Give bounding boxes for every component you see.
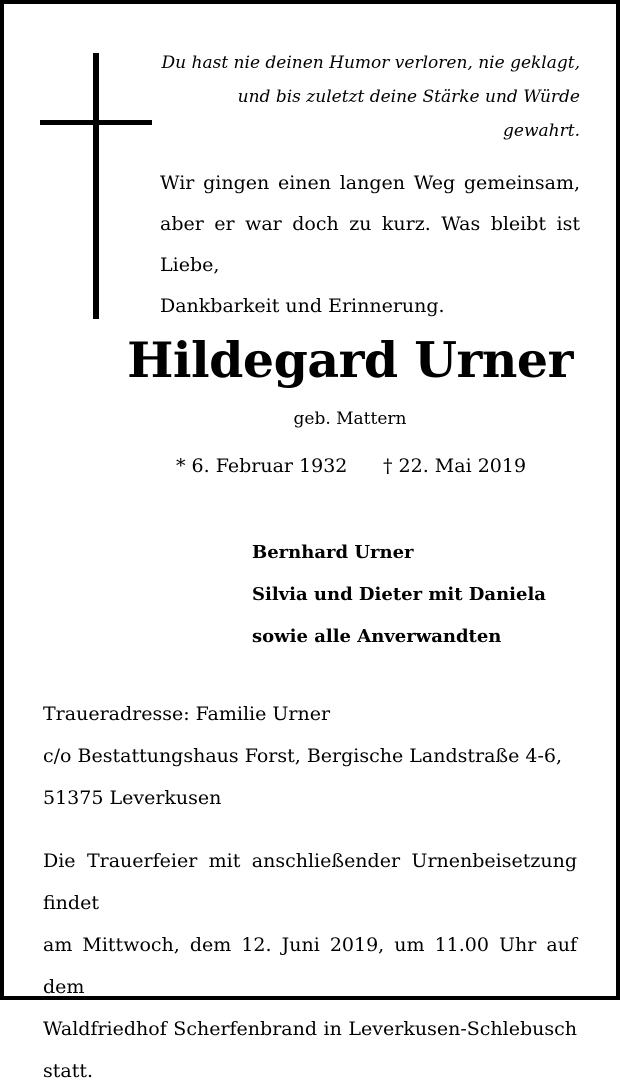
service-line: Waldfriedhof Scherfenbrand in Leverkusen-Schlebusch statt. — [43, 1018, 577, 1082]
address-line: c/o Bestattungshaus Forst, Bergische Landstraße 4-6, — [43, 745, 563, 767]
verse-line: Dankbarkeit und Erinnerung. — [160, 295, 445, 317]
quote-line: Du hast nie deinen Humor verloren, nie geklagt, — [161, 53, 580, 73]
deceased-name: Hildegard Urner — [127, 331, 573, 389]
mourner-line: sowie alle Anverwandten — [252, 626, 502, 647]
quote-line: und bis zuletzt deine Stärke und Würde gewahrt. — [237, 87, 580, 141]
cross-horizontal-bar — [40, 120, 152, 125]
service-line: Die Trauerfeier mit anschließender Urnenbeisetzung findet — [43, 850, 577, 914]
memorial-quote — [160, 46, 580, 148]
birth-name: geb. Mattern — [293, 409, 407, 429]
funeral-service-info — [43, 840, 577, 1092]
mourner-line: Bernhard Urner — [252, 542, 414, 563]
condolence-address — [43, 693, 562, 819]
birth-date: * 6. Februar 1932 — [176, 455, 348, 477]
cross-vertical-bar — [93, 53, 99, 319]
death-date: † 22. Mai 2019 — [383, 455, 527, 477]
mourner-line: Silvia und Dieter mit Daniela — [252, 584, 546, 605]
mourners-list — [252, 532, 546, 658]
service-line: am Mittwoch, dem 12. Juni 2019, um 11.00 Uhr auf dem — [43, 934, 577, 998]
address-line: 51375 Leverkusen — [43, 787, 222, 809]
verse-line: aber er war doch zu kurz. Was bleibt ist Liebe, — [160, 213, 580, 276]
address-line: Traueradresse: Familie Urner — [43, 703, 331, 725]
memorial-verse — [160, 163, 580, 327]
verse-line: Wir gingen einen langen Weg gemeinsam, — [160, 172, 580, 194]
